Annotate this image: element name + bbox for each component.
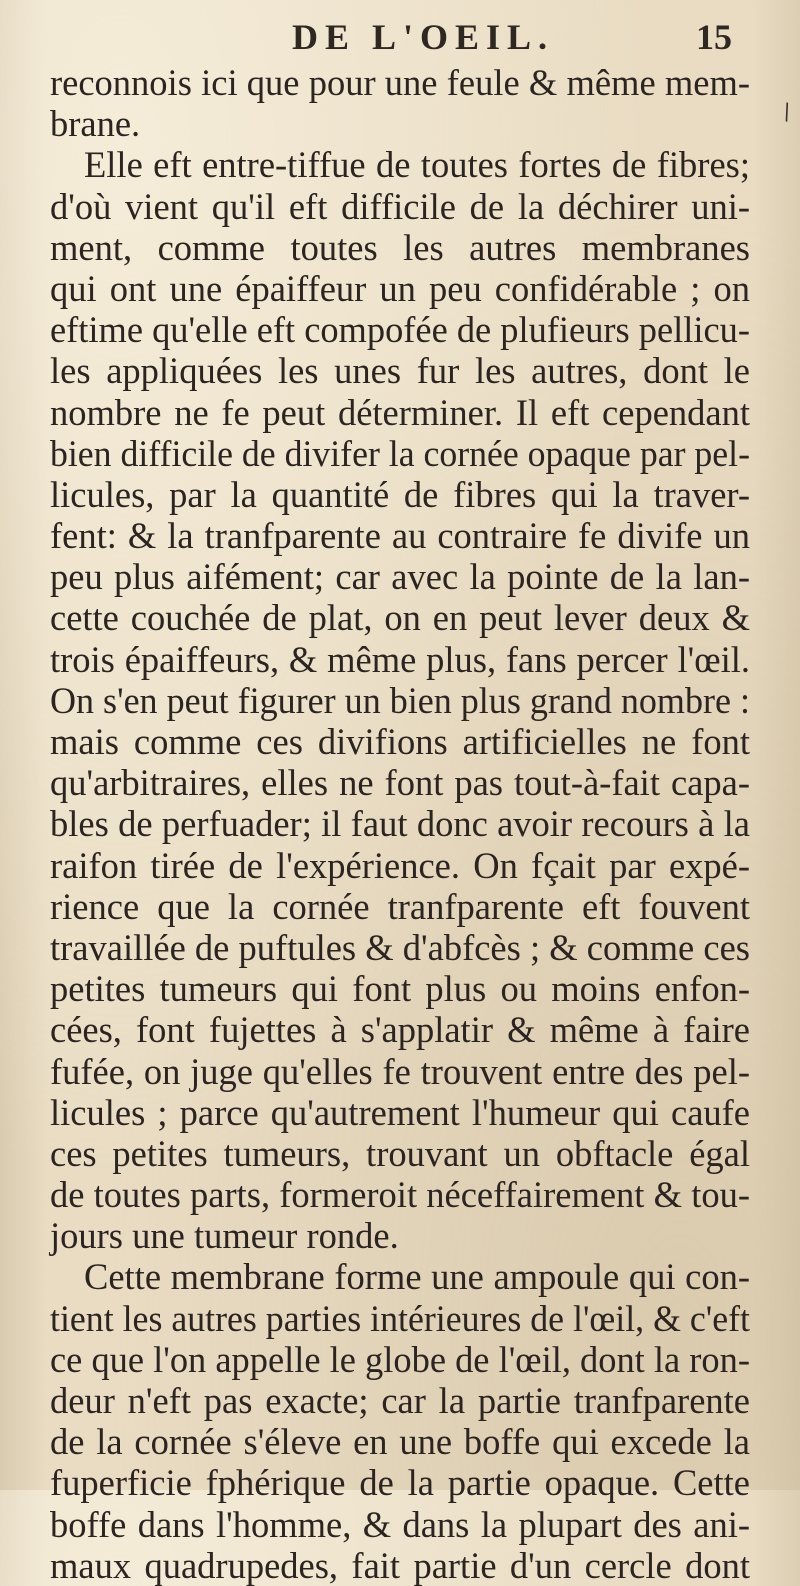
ink-fleck: \ <box>778 99 795 126</box>
text-line: ces petites tumeurs, trouvant un obftacle égal <box>50 1132 750 1174</box>
running-title: DE L'OEIL. <box>292 17 555 57</box>
text-line: qui ont une épaiffeur un peu confidérable ; on <box>50 267 750 309</box>
text-line: de la cornée s'éleve en une boffe qui excede la <box>50 1421 750 1463</box>
text-line: fuperficie fphérique de la partie opaque. Cette <box>50 1462 750 1504</box>
text-line: cées, font fujettes à s'applatir & même à faire <box>50 1009 750 1051</box>
text-line: On s'en peut figurer un bien plus grand nombre : <box>50 679 750 721</box>
text-line: fent: & la tranfparente au contraire fe divife un <box>50 515 750 557</box>
text-line: bles de perfuader; il faut donc avoir recours à la <box>50 803 750 845</box>
text-line: licules, par la quantité de fibres qui la traver- <box>50 473 750 515</box>
text-line: Cette membrane forme une ampoule qui con- <box>84 1256 750 1298</box>
text-line: brane. <box>50 103 141 145</box>
text-line: Elle eft entre-tiffue de toutes fortes de fibres; <box>84 144 750 186</box>
text-line: ment, comme toutes les autres membranes <box>50 226 750 268</box>
text-line: maux quadrupedes, fait partie d'un cercle dont <box>50 1544 750 1586</box>
text-line: travaillée de puftules & d'abfcès ; & comme ces <box>50 926 750 968</box>
text-line: trois épaiffeurs, & même plus, fans percer l'œil. <box>50 638 750 680</box>
text-line: de toutes parts, formeroit néceffairement & tou- <box>50 1174 750 1216</box>
text-line: d'où vient qu'il eft difficile de la déchirer uni- <box>50 185 750 227</box>
text-line: fufée, on juge qu'elles fe trouvent entre des pel- <box>50 1050 750 1092</box>
text-line: bien difficile de divifer la cornée opaque par pel- <box>50 432 750 474</box>
text-line: eftime qu'elle eft compofée de plufieurs pellicu- <box>50 309 750 351</box>
text-line: raifon tirée de l'expérience. On fçait par expé- <box>50 844 750 886</box>
body-text <box>50 62 750 1586</box>
text-line: jours une tumeur ronde. <box>50 1215 399 1257</box>
text-line: les appliquées les unes fur les autres, dont le <box>50 350 750 392</box>
running-head <box>92 16 732 68</box>
text-line: peu plus aifément; car avec la pointe de la lan- <box>50 556 750 598</box>
text-line: qu'arbitraires, elles ne font pas tout-à-fait capa- <box>50 762 750 804</box>
text-line: ce que l'on appelle le globe de l'œil, dont la ron- <box>50 1338 750 1380</box>
text-line: rience que la cornée tranfparente eft fouvent <box>50 885 750 927</box>
text-line: petites tumeurs qui font plus ou moins enfon- <box>50 968 750 1010</box>
text-line: boffe dans l'homme, & dans la plupart des ani- <box>50 1503 750 1545</box>
text-line: nombre ne fe peut déterminer. Il eft cependant <box>50 391 750 433</box>
text-line: deur n'eft pas exacte; car la partie tranfparente <box>50 1380 750 1421</box>
text-line: cette couchée de plat, on en peut lever deux & <box>50 597 750 639</box>
text-line: tient les autres parties intérieures de l'œil, & c'eft <box>50 1297 750 1339</box>
text-line: reconnois ici que pour une feule & même mem- <box>50 62 750 103</box>
text-line: licules ; parce qu'autrement l'humeur qui caufe <box>50 1091 750 1133</box>
text-line: mais comme ces divifions artificielles ne font <box>50 721 750 762</box>
page-number: 15 <box>696 17 732 57</box>
